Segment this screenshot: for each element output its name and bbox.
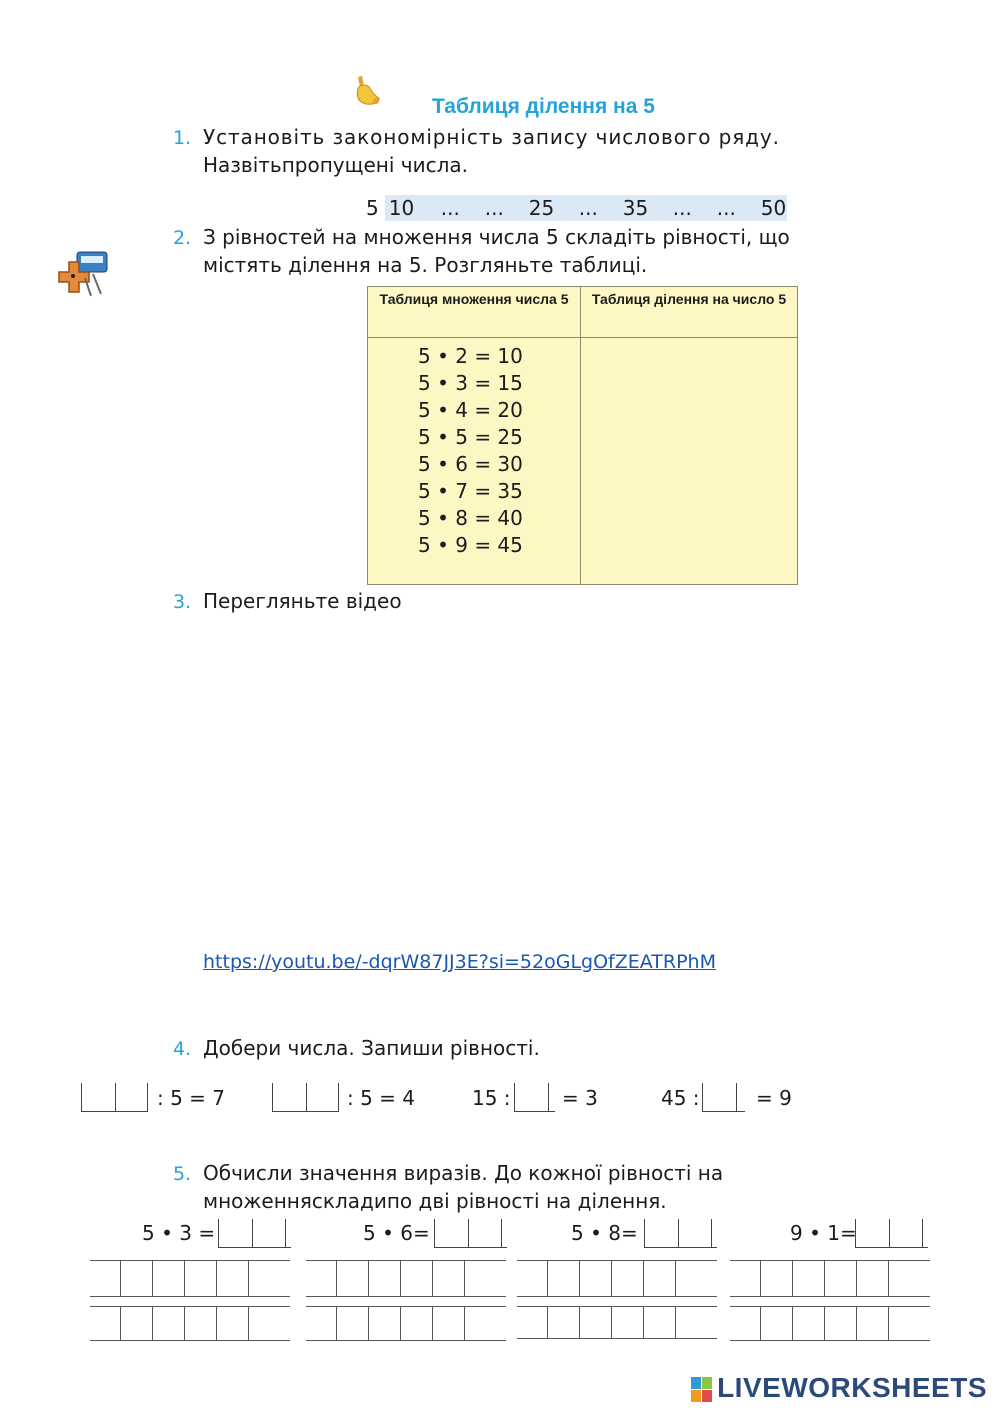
task-5 [173, 1159, 191, 1188]
answer-grid[interactable] [730, 1260, 930, 1342]
task-number: 4. [173, 1038, 192, 1060]
answer-box[interactable] [702, 1083, 745, 1112]
task-2 [173, 223, 191, 252]
series-item: 25 [528, 196, 555, 220]
task-1 [173, 123, 191, 152]
task-1-line-1: Установіть закономірність запису числового ряду. [203, 125, 780, 149]
task-2-line-2: містять ділення на 5. Розгляньте таблиці. [203, 253, 648, 277]
series-highlight [385, 195, 787, 221]
liveworksheets-logo-icon [691, 1377, 713, 1403]
expression-3: 5 • 8= [571, 1221, 638, 1245]
answer-box[interactable] [81, 1083, 148, 1112]
equation-2: : 5 = 4 [347, 1086, 416, 1110]
liveworksheets-logo [691, 1372, 987, 1404]
division-answer-cell[interactable] [581, 338, 798, 585]
task-2-line-1: З рівностей на множення числа 5 складіть рівності, що [203, 225, 790, 249]
equation: 5 • 2 = 10 [418, 344, 523, 368]
task-5-text [203, 1159, 723, 1215]
answer-box[interactable] [272, 1083, 339, 1112]
multiplication-table [367, 286, 798, 585]
series-item: ... [672, 196, 692, 220]
bell-icon [352, 74, 384, 108]
equation-3-post: = 3 [562, 1086, 598, 1110]
page-title: Таблиця ділення на 5 [432, 95, 655, 118]
series-start: 5 [366, 196, 379, 220]
equation: 5 • 8 = 40 [418, 506, 523, 530]
series-item: ... [484, 196, 504, 220]
task-1-text [203, 123, 780, 179]
task-5-line-1: Обчисли значення виразів. До кожної рівності на [203, 1161, 724, 1185]
task-2-text [203, 223, 790, 279]
answer-grid[interactable] [306, 1260, 506, 1342]
answer-grid[interactable] [90, 1260, 290, 1342]
video-link[interactable]: https://youtu.be/-dqrW87JJ3E?si=52oGLgOfZEATRPhM [203, 951, 716, 973]
answer-box[interactable] [855, 1219, 928, 1248]
expression-4: 9 • 1= [790, 1221, 857, 1245]
equation: 5 • 7 = 35 [418, 479, 523, 503]
series-item: ... [716, 196, 736, 220]
task-1-line-2: Назвітьпропущені числа. [203, 153, 468, 177]
task-5-line-2: множенняскладипо дві рівності на ділення. [203, 1189, 667, 1213]
equation: 5 • 9 = 45 [418, 533, 523, 557]
series-item: 35 [622, 196, 649, 220]
series-item: ... [578, 196, 598, 220]
equation: 5 • 4 = 20 [418, 398, 523, 422]
series-item: 50 [760, 196, 787, 220]
answer-box[interactable] [218, 1219, 291, 1248]
expression-2: 5 • 6= [363, 1221, 430, 1245]
equation-4-pre: 45 : [661, 1086, 700, 1110]
multiplication-cell [368, 338, 581, 585]
answer-box[interactable] [514, 1083, 555, 1112]
table-header-division: Таблиця ділення на число 5 [581, 287, 798, 338]
task-3-text: Перегляньте відео [203, 589, 402, 613]
task-4-text: Добери числа. Запиши рівності. [203, 1036, 540, 1060]
series-item: 10 [388, 196, 415, 220]
logo-text: LIVEWORKSHEETS [717, 1372, 987, 1403]
equation-3-pre: 15 : [472, 1086, 511, 1110]
answer-grid[interactable] [517, 1260, 717, 1342]
task-number: 3. [173, 591, 192, 613]
number-series [366, 195, 787, 221]
series-item: ... [440, 196, 460, 220]
task-3 [173, 587, 191, 616]
calculator-mascot-icon [55, 248, 113, 302]
expression-1: 5 • 3 = [142, 1221, 216, 1245]
task-number: 1. [173, 127, 192, 149]
task-number: 2. [173, 227, 192, 249]
equation: 5 • 3 = 15 [418, 371, 523, 395]
equation-1: : 5 = 7 [157, 1086, 226, 1110]
table-header-multiplication: Таблиця множення числа 5 [368, 287, 581, 338]
equation-4-post: = 9 [756, 1086, 792, 1110]
answer-box[interactable] [434, 1219, 507, 1248]
equation: 5 • 5 = 25 [418, 425, 523, 449]
equation: 5 • 6 = 30 [418, 452, 523, 476]
task-number: 5. [173, 1163, 192, 1185]
task-4 [173, 1034, 191, 1063]
answer-box[interactable] [644, 1219, 717, 1248]
